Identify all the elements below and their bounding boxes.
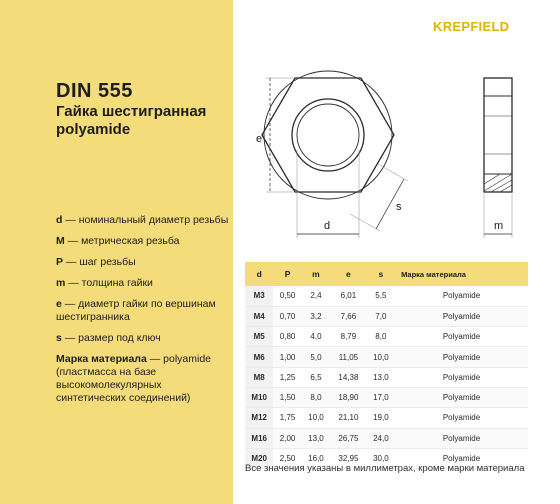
- table-header-row: [245, 262, 528, 286]
- legend-item-m-thickness: m — толщина гайки: [56, 277, 153, 289]
- table-row: M16 2,00 13,0 26,75 24,0 Polyamide: [245, 428, 528, 448]
- table-row: M8 1,25 6,5 14,38 13,0 Polyamide: [245, 367, 528, 387]
- spec-table: [245, 262, 528, 469]
- col-header-m: m: [302, 262, 330, 286]
- col-header-material: Марка материала: [395, 262, 528, 286]
- units-note: Все значения указаны в миллиметрах, кроме марки материала: [245, 463, 525, 474]
- page-subtitle: Гайка шестигранная polyamide: [56, 103, 207, 138]
- section-hatch: [484, 174, 512, 192]
- dim-label-s: s: [396, 201, 402, 213]
- legend-item-e: e — диаметр гайки по вершинам шестигранника: [56, 298, 216, 323]
- table-row: M12 1,75 10,0 21,10 19,0 Polyamide: [245, 408, 528, 428]
- dim-label-e: e: [256, 133, 263, 145]
- dim-label-d: d: [324, 220, 331, 232]
- table-row: M4 0,70 3,2 7,66 7,0 Polyamide: [245, 306, 528, 326]
- table-row: M3 0,50 2,4 6,01 5,5 Polyamide: [245, 286, 528, 306]
- page-title: DIN 555: [56, 80, 133, 102]
- nut-hole-inner: [297, 104, 359, 166]
- table-row: M6 1,00 5,0 11,05 10,0 Polyamide: [245, 347, 528, 367]
- brand-logo: KREPFIELD: [433, 19, 510, 34]
- nut-hole-outer: [292, 99, 364, 171]
- nut-chamfer-circle: [264, 71, 392, 199]
- table-row: M20 2,50 16,0 32,95 30,0 Polyamide: [245, 448, 528, 468]
- nut-technical-drawing: [238, 60, 538, 255]
- col-header-d: d: [245, 262, 273, 286]
- legend-item-material: Марка материала — polyamide (пластмасса на базе высокомолекулярных синтетических соединений): [56, 353, 212, 404]
- legend-item-d: d — номинальный диаметр резьбы: [56, 214, 229, 226]
- legend-item-m-thread: M — метрическая резьба: [56, 235, 180, 247]
- legend-item-s: s — размер под ключ: [56, 332, 161, 344]
- col-header-s: s: [367, 262, 395, 286]
- dim-label-m: m: [494, 220, 504, 232]
- legend-item-p: P — шаг резьбы: [56, 256, 136, 268]
- hex-outline: [262, 78, 394, 192]
- legend-list: [56, 214, 232, 413]
- table-row: M5 0,80 4,0 8,79 8,0 Polyamide: [245, 327, 528, 347]
- table-row: M10 1,50 8,0 18,90 17,0 Polyamide: [245, 387, 528, 407]
- col-header-e: e: [330, 262, 367, 286]
- col-header-p: P: [273, 262, 301, 286]
